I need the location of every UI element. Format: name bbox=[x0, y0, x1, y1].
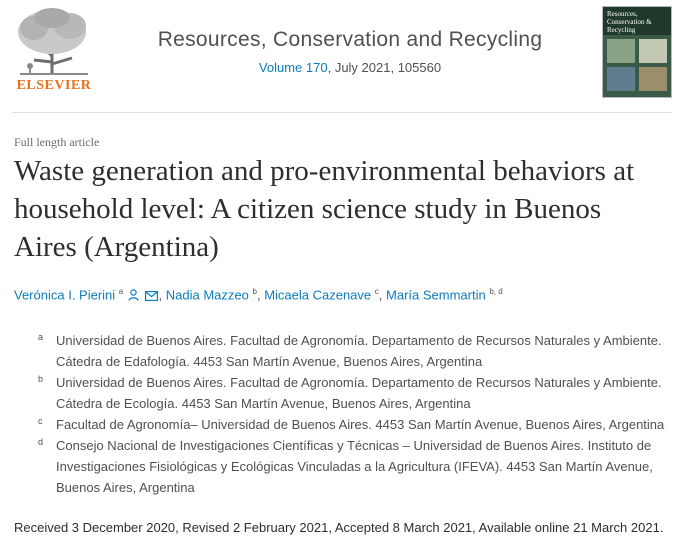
affiliation-item bbox=[38, 414, 668, 435]
affiliation-label: a bbox=[38, 332, 44, 342]
article-history-dates: Received 3 December 2020, Revised 2 February 2021, Accepted 8 March 2021, Available online 21 March 2021. bbox=[14, 520, 664, 535]
email-icon[interactable] bbox=[145, 291, 158, 301]
cover-title: Resources, Conservation & Recycling bbox=[607, 10, 652, 34]
affiliation-list bbox=[38, 330, 668, 498]
author-affil-sup[interactable]: a bbox=[118, 287, 124, 296]
affiliation-text: Universidad de Buenos Aires. Facultad de Agronomía. Departamento de Recursos Naturales y Ambiente. Cátedra de Ecología. 4453 San Martín Avenue, Buenos Aires, Argentina bbox=[56, 375, 662, 411]
affiliation-text: Universidad de Buenos Aires. Facultad de Agronomía. Departamento de Recursos Naturales y Ambiente. Cátedra de Edafología. 4453 San Martín Avenue, Buenos Aires, Argentina bbox=[56, 333, 662, 369]
publisher-logo-text: ELSEVIER bbox=[16, 78, 92, 93]
author-name[interactable]: Nadia Mazzeo bbox=[165, 287, 249, 303]
author-affil-sup[interactable]: c bbox=[374, 287, 379, 296]
author-name[interactable]: María Semmartin bbox=[386, 287, 486, 303]
article-header bbox=[0, 0, 680, 112]
volume-link[interactable]: Volume 170 bbox=[258, 60, 328, 75]
affiliation-text: Consejo Nacional de Investigaciones Científicas y Técnicas – Universidad de Buenos Aires. Instituto de Investigaciones Fisiológicas y Ecológicas Vinculadas a la Agricultura (IFEVA). 4453 San Martín Avenue, Buenos Aires, Argentina bbox=[56, 438, 653, 495]
affiliation-label: d bbox=[38, 437, 44, 447]
affiliation-item bbox=[38, 435, 668, 498]
journal-meta bbox=[120, 60, 580, 75]
affiliation-text: Facultad de Agronomía– Universidad de Buenos Aires. 4453 San Martín Avenue, Buenos Aires, Argentina bbox=[56, 417, 665, 432]
journal-meta-rest: , July 2021, 105560 bbox=[327, 60, 442, 75]
affiliation-item bbox=[38, 372, 668, 414]
article-title: Waste generation and pro-environmental behaviors at household level: A citizen science study in Buenos Aires (Argentina) bbox=[14, 155, 635, 263]
affiliation-item bbox=[38, 330, 668, 372]
article-type: Full length article bbox=[14, 135, 100, 149]
journal-cover-thumbnail[interactable] bbox=[602, 6, 672, 98]
affiliation-label: b bbox=[38, 374, 44, 384]
affiliation-label: c bbox=[38, 416, 43, 426]
author-name[interactable]: Micaela Cazenave bbox=[264, 287, 372, 303]
header-divider bbox=[12, 112, 672, 113]
author-list: Verónica I. Pierini $^a$ , Nadia Mazzeo $^b$, Micaela Cazenave $^c$, María Semmartin $^{b, d}$ bbox=[14, 287, 503, 303]
author-affil-sup[interactable]: b, d bbox=[489, 287, 503, 296]
person-icon[interactable] bbox=[128, 289, 139, 301]
author-name[interactable]: Verónica I. Pierini bbox=[14, 287, 116, 303]
author-affil-sup[interactable]: b bbox=[252, 287, 257, 296]
journal-title[interactable]: Resources, Conservation and Recycling bbox=[157, 28, 543, 51]
